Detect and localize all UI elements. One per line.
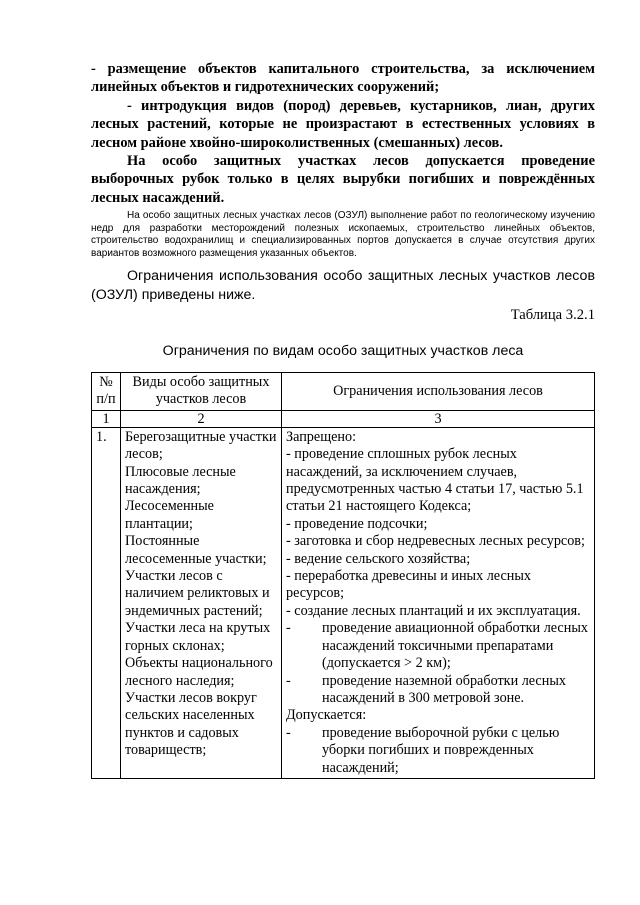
header-number: № п/п xyxy=(92,373,121,411)
restriction-item: - заготовка и сбор недревесных лесных ресурсов; xyxy=(286,533,585,550)
type-item: Объекты национального лесного наследия; xyxy=(125,655,273,689)
header-restrictions: Ограничения использования лесов xyxy=(282,373,595,411)
regular-paragraph: Ограничения использования особо защитных лесных участков лесов (ОЗУЛ) приведены ниже. xyxy=(91,267,595,303)
allowed-tabbed-item xyxy=(286,725,590,777)
restriction-item: - проведение подсочки; xyxy=(286,515,428,532)
type-item: Участки лесов вокруг сельских населенных пунктов и садовых товариществ; xyxy=(125,689,257,759)
table-row xyxy=(92,427,595,778)
types-cell xyxy=(121,427,282,778)
restrictions-table xyxy=(91,372,595,779)
type-item: Участки леса на крутых горных склонах; xyxy=(125,620,271,654)
col-number-3: 3 xyxy=(282,410,595,427)
restriction-item: Запрещено: xyxy=(286,428,357,445)
restriction-text: проведение наземной обработки лесных насаждений в 300 метровой зоне. xyxy=(322,672,566,706)
table-title: Ограничения по видам особо защитных участков леса xyxy=(162,343,524,359)
restriction-item: - создание лесных плантаций и их эксплуатация. xyxy=(286,602,581,619)
restriction-text: проведение авиационной обработки лесных насаждений токсичными препаратами (допускается > 2 км); xyxy=(322,620,588,672)
type-item: Лесосеменные плантации; xyxy=(125,498,214,532)
allowed-title: Допускается: xyxy=(286,707,367,724)
bold-paragraph-1: - размещение объектов капитального строительства, за исключением линейных объектов и гидротехнических сооружений; xyxy=(91,61,595,96)
type-item: Берегозащитные участки лесов; xyxy=(125,428,277,463)
column-number-row xyxy=(92,410,595,427)
type-item: Плюсовые лесные насаждения; xyxy=(125,463,236,498)
type-item: Постоянные лесосеменные участки; xyxy=(125,533,267,567)
col-number-1: 1 xyxy=(92,410,121,427)
table-label: Таблица 3.2.1 xyxy=(510,307,595,323)
list-dash: - xyxy=(286,724,291,741)
type-item: Участки лесов с наличием реликтовых и эндемичных растений; xyxy=(125,568,270,619)
bold-paragraph-3: На особо защитных участках лесов допускается проведение выборочных рубок только в целях вырубки погибших и повреждённых лесных насаждений. xyxy=(91,153,595,206)
table-header-row xyxy=(92,373,595,411)
list-dash: - xyxy=(286,672,291,689)
restriction-item: - ведение сельского хозяйства; xyxy=(286,550,471,567)
restriction-item: - переработка древесины и иных лесных ресурсов; xyxy=(286,568,531,602)
allowed-text: проведение выборочной рубки с целью уборки погибших и поврежденных насаждений; xyxy=(322,724,560,776)
restriction-item: - проведение сплошных рубок лесных насаждений, за исключением случаев, предусмотренных частью 4 статьи 17, частью 5.1 статьи 21 настоящего Кодекса; xyxy=(286,446,584,515)
note-paragraph: На особо защитных лесных участках лесов (ОЗУЛ) выполнение работ по геологическому изучению недр для разработки месторождений полезных ископаемых, строительство линейных объектов, строительство водохранилищ и специализированных портов допускается в случае отсутствия других вариантов возможного размещения указанных объектов. xyxy=(91,210,595,260)
header-types: Виды особо защитных участков лесов xyxy=(121,373,282,411)
col-number-2: 2 xyxy=(121,410,282,427)
row-number: 1. xyxy=(92,427,121,778)
restriction-tabbed-item xyxy=(286,673,590,708)
restriction-tabbed-item xyxy=(286,620,590,672)
bold-paragraph-2: - интродукция видов (пород) деревьев, кустарников, лиан, других лесных растений, которые не произрастают в естественных условиях в лесном районе хвойно-широколиственных (смешанных) лесов. xyxy=(91,97,595,151)
restrictions-cell xyxy=(282,427,595,778)
document-page xyxy=(91,60,595,776)
list-dash: - xyxy=(286,620,291,637)
